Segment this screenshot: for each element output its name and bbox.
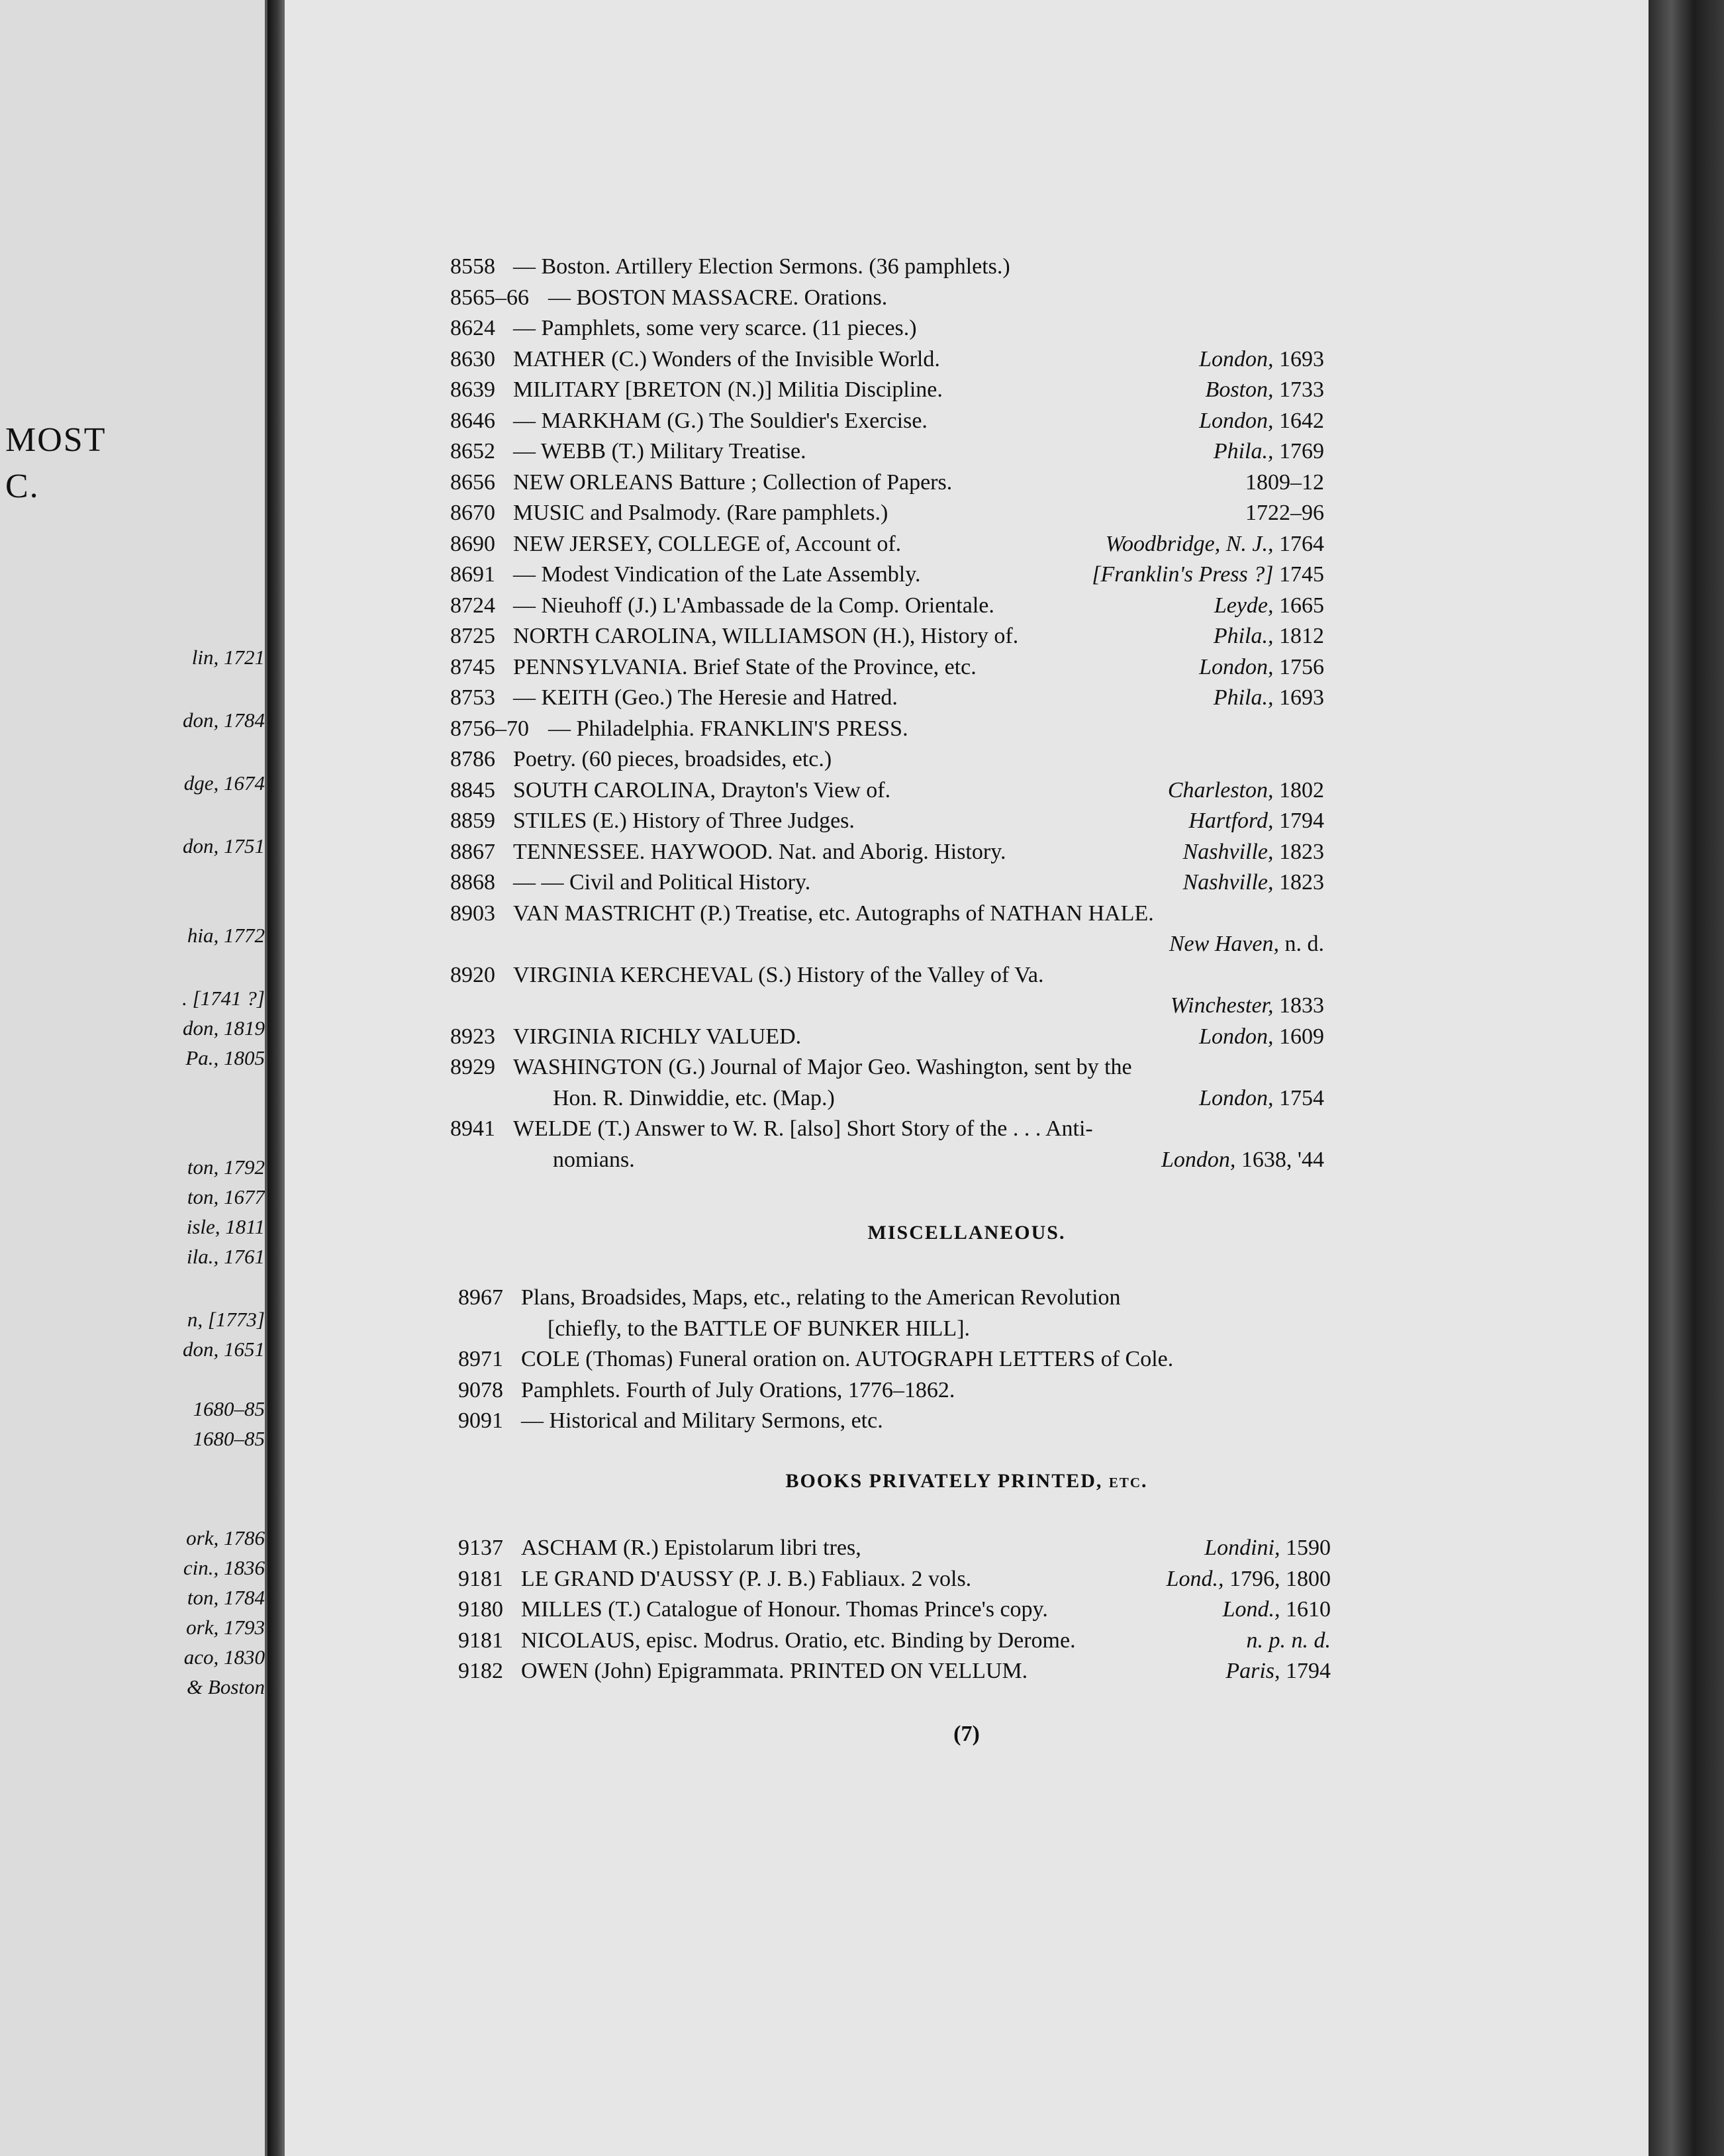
imprint (1169, 931, 1324, 957)
imprint (1092, 562, 1324, 588)
lot-number: 8967 (458, 1285, 503, 1310)
lot-number: 8691 (450, 562, 495, 587)
facing-fragment: & Boston (187, 1675, 265, 1698)
entry-title: VIRGINIA RICHLY VALUED. (513, 1024, 802, 1049)
imprint-place: Nashville, (1182, 870, 1274, 895)
imprint-year: 1764 (1273, 531, 1324, 556)
lot-number: 8923 (450, 1024, 495, 1049)
entry-title: Plans, Broadsides, Maps, etc., relating to the American Revolution (521, 1285, 1121, 1310)
imprint-place: Paris, (1225, 1659, 1280, 1683)
imprint-year: n. d. (1279, 932, 1324, 956)
imprint (1168, 777, 1324, 804)
facing-fragment: dge, 1674 (183, 771, 265, 795)
entry-title: Poetry. (60 pieces, broadsides, etc.) (513, 747, 832, 771)
book-edge (1649, 0, 1724, 2156)
imprint-place: London, (1161, 1147, 1236, 1172)
facing-fragment: isle, 1811 (186, 1215, 265, 1238)
imprint (1199, 1024, 1324, 1050)
imprint-place: Lond., (1222, 1597, 1280, 1622)
imprint-place: Boston, (1205, 377, 1274, 402)
imprint-year: 1745 (1273, 562, 1324, 587)
imprint (1214, 438, 1324, 465)
lot-number: 8724 (450, 593, 495, 618)
imprint (1183, 839, 1324, 865)
entry-title: — BOSTON MASSACRE. Orations. (548, 285, 888, 310)
imprint-place: London, (1199, 1024, 1274, 1049)
entry-title: PENNSYLVANIA. Brief State of the Province, etc. (513, 654, 977, 679)
imprint (1214, 623, 1324, 650)
imprint-year: 1823 (1273, 870, 1324, 895)
imprint-place: London, (1199, 408, 1274, 433)
imprint (1188, 808, 1324, 834)
imprint-year: 1794 (1280, 1659, 1331, 1683)
imprint-place: Nashville, (1182, 839, 1274, 864)
lot-number: 8639 (450, 377, 495, 402)
facing-fragment: n, [1773] (187, 1308, 265, 1331)
imprint (1245, 500, 1324, 526)
facing-fragment: . [1741 ?] (182, 987, 265, 1010)
lot-number: 8903 (450, 901, 495, 926)
imprint (1204, 1535, 1331, 1561)
imprint-year: 1796, 1800 (1223, 1566, 1331, 1591)
entry-title: MUSIC and Psalmody. (Rare pamphlets.) (513, 501, 888, 525)
facing-heading-1: MOST (5, 421, 107, 459)
facing-fragment: don, 1819 (183, 1016, 265, 1040)
entry-title: — KEITH (Geo.) The Heresie and Hatred. (513, 685, 898, 710)
section-heading-misc: MISCELLANEOUS. (867, 1222, 1066, 1244)
lot-number: 8753 (450, 685, 495, 710)
facing-fragment: ork, 1793 (186, 1616, 265, 1639)
entry-title: OWEN (John) Epigrammata. PRINTED ON VELLUM. (521, 1659, 1028, 1683)
imprint-place: Winchester, (1170, 993, 1274, 1018)
imprint-year: 1769 (1273, 439, 1324, 464)
imprint-year: 1833 (1273, 993, 1324, 1018)
lot-number: 8646 (450, 408, 495, 433)
lot-number: 8656 (450, 469, 495, 495)
imprint (1161, 1147, 1324, 1173)
imprint-year: 1638, '44 (1235, 1147, 1324, 1172)
lot-number: 8920 (450, 962, 495, 987)
entry-title: COLE (Thomas) Funeral oration on. AUTOGRAPH LETTERS of Cole. (521, 1347, 1174, 1371)
facing-fragment: ork, 1786 (186, 1526, 265, 1549)
imprint-place: London, (1199, 654, 1274, 679)
page-number: (7) (953, 1722, 980, 1746)
facing-fragment: ila., 1761 (187, 1245, 265, 1268)
entry-title: NEW ORLEANS Batture ; Collection of Papers. (513, 469, 953, 495)
catalogue-page (285, 0, 1649, 2156)
facing-fragment: don, 1784 (183, 709, 265, 732)
imprint-place: Hartford, (1188, 808, 1274, 833)
imprint-year: 1610 (1280, 1597, 1331, 1622)
imprint-place: Londini, (1204, 1536, 1280, 1560)
lot-number: 8652 (450, 439, 495, 464)
imprint-year: 1812 (1273, 624, 1324, 648)
facing-fragment: lin, 1721 (191, 646, 265, 669)
imprint (1199, 654, 1324, 681)
entry-title: MILITARY [BRETON (N.)] Militia Discipline. (513, 377, 943, 402)
lot-number: 8624 (450, 316, 495, 340)
lot-number: 9181 (458, 1566, 503, 1591)
imprint-place: New Haven, (1169, 932, 1279, 956)
imprint-year: 1754 (1273, 1085, 1324, 1110)
imprint (1106, 531, 1324, 558)
imprint-year: 1756 (1273, 654, 1324, 679)
lot-number: 9137 (458, 1536, 503, 1560)
imprint (1199, 1085, 1324, 1112)
entry-title: MATHER (C.) Wonders of the Invisible World. (513, 346, 940, 371)
section-heading-books: BOOKS PRIVATELY PRINTED, etc. (785, 1470, 1148, 1492)
lot-number: 9181 (458, 1628, 503, 1653)
entry-title: — Philadelphia. FRANKLIN'S PRESS. (548, 716, 908, 741)
lot-number: 8941 (450, 1116, 495, 1141)
entry-title: Hon. R. Dinwiddie, etc. (Map.) (553, 1085, 835, 1110)
entry-title: — Historical and Military Sermons, etc. (521, 1408, 883, 1433)
imprint-year: 1693 (1273, 346, 1324, 371)
imprint-place: n. p. n. d. (1246, 1628, 1331, 1653)
imprint (1206, 377, 1324, 403)
entry-title: MILLES (T.) Catalogue of Honour. Thomas Prince's copy. (521, 1597, 1048, 1622)
facing-fragment: 1680–85 (193, 1397, 265, 1420)
lot-number: 8929 (450, 1055, 495, 1079)
entry-title: NORTH CAROLINA, WILLIAMSON (H.), History of. (513, 624, 1019, 648)
entry-title: VAN MASTRICHT (P.) Treatise, etc. Autographs of NATHAN HALE. (513, 901, 1154, 926)
entry-title: TENNESSEE. HAYWOOD. Nat. and Aborig. History. (513, 839, 1006, 864)
entry-title: Pamphlets. Fourth of July Orations, 1776–1862. (521, 1377, 955, 1402)
imprint (1225, 1658, 1331, 1685)
entry-title: NEW JERSEY, COLLEGE of, Account of. (513, 531, 902, 556)
imprint-year: 1733 (1273, 377, 1324, 402)
facing-fragment: ton, 1792 (187, 1155, 265, 1179)
lot-number: 9091 (458, 1408, 503, 1433)
lot-number: 8565–66 (450, 285, 529, 310)
imprint (1171, 993, 1324, 1019)
lot-number: 8756–70 (450, 716, 529, 741)
lot-number: 8971 (458, 1347, 503, 1371)
entry-title: nomians. (553, 1147, 635, 1172)
lot-number: 8690 (450, 531, 495, 556)
lot-number: 8725 (450, 624, 495, 648)
entry-title: WASHINGTON (G.) Journal of Major Geo. Washington, sent by the (513, 1055, 1132, 1079)
imprint-place: Phila., (1213, 439, 1274, 464)
imprint-place: Phila., (1213, 624, 1274, 648)
facing-fragment: ton, 1677 (187, 1185, 265, 1208)
imprint-year: 1590 (1280, 1536, 1331, 1560)
imprint-year: 1642 (1273, 408, 1324, 433)
entry-title: — Boston. Artillery Election Sermons. (36 pamphlets.) (513, 254, 1010, 279)
imprint-place: [Franklin's Press ?] (1092, 562, 1274, 587)
imprint-year: 1823 (1273, 839, 1324, 864)
imprint (1167, 1566, 1331, 1592)
entry-title: — Nieuhoff (J.) L'Ambassade de la Comp. Orientale. (513, 593, 994, 618)
entry-title: WELDE (T.) Answer to W. R. [also] Short Story of the . . . Anti- (513, 1116, 1093, 1141)
imprint-year: 1609 (1273, 1024, 1324, 1049)
imprint-place: London, (1199, 1085, 1274, 1110)
lot-number: 8745 (450, 654, 495, 679)
imprint (1247, 1628, 1331, 1654)
imprint (1245, 469, 1324, 496)
lot-number: 8558 (450, 254, 495, 279)
facing-fragment: Pa., 1805 (185, 1046, 265, 1069)
facing-fragment: cin., 1836 (183, 1556, 265, 1579)
entry-title: ASCHAM (R.) Epistolarum libri tres, (521, 1536, 861, 1560)
lot-number: 8845 (450, 777, 495, 803)
facing-fragment: ton, 1784 (187, 1586, 265, 1609)
facing-heading-2: C. (5, 467, 40, 505)
entry-title: — MARKHAM (G.) The Souldier's Exercise. (513, 408, 928, 433)
imprint-place: Woodbridge, N. J., (1105, 531, 1274, 556)
imprint (1183, 869, 1324, 896)
imprint-place: London, (1199, 346, 1274, 371)
imprint (1214, 685, 1324, 711)
entry-title: — — Civil and Political History. (513, 870, 811, 895)
facing-fragment: hia, 1772 (187, 924, 265, 947)
facing-fragment: don, 1651 (183, 1338, 265, 1361)
imprint-year: 1722–96 (1245, 501, 1324, 525)
imprint-place: Leyde, (1214, 593, 1274, 618)
imprint-year: 1802 (1273, 777, 1324, 803)
entry-title: STILES (E.) History of Three Judges. (513, 808, 855, 833)
imprint-place: Lond., (1166, 1566, 1224, 1591)
facing-fragment: don, 1751 (183, 834, 265, 858)
lot-number: 8867 (450, 839, 495, 864)
entry-title: LE GRAND D'AUSSY (P. J. B.) Fabliaux. 2 vols. (521, 1566, 972, 1591)
imprint-year: 1665 (1273, 593, 1324, 618)
lot-number: 8670 (450, 501, 495, 525)
imprint-place: Charleston, (1167, 777, 1274, 803)
imprint (1199, 346, 1324, 373)
entry-title: [chiefly, to the BATTLE OF BUNKER HILL]. (548, 1316, 971, 1341)
lot-number: 8630 (450, 346, 495, 371)
entry-title: — Modest Vindication of the Late Assembly. (513, 562, 921, 587)
lot-number: 8786 (450, 747, 495, 771)
entry-title: — WEBB (T.) Military Treatise. (513, 439, 806, 464)
imprint-year: 1809–12 (1245, 469, 1324, 495)
imprint-year: 1794 (1273, 808, 1324, 833)
lot-number: 9078 (458, 1377, 503, 1402)
imprint (1199, 408, 1324, 434)
lot-number: 8868 (450, 870, 495, 895)
entry-title: NICOLAUS, episc. Modrus. Oratio, etc. Binding by Derome. (521, 1628, 1076, 1653)
facing-fragment: 1680–85 (193, 1427, 265, 1450)
facing-fragment: aco, 1830 (183, 1645, 265, 1669)
lot-number: 9180 (458, 1597, 503, 1622)
lot-number: 9182 (458, 1659, 503, 1683)
imprint-place: Phila., (1213, 685, 1274, 710)
entry-title: SOUTH CAROLINA, Drayton's View of. (513, 777, 891, 803)
imprint (1214, 593, 1324, 619)
entry-title: — Pamphlets, some very scarce. (11 pieces.) (513, 316, 917, 340)
facing-page (0, 0, 267, 2156)
imprint-year: 1693 (1273, 685, 1324, 710)
imprint (1223, 1596, 1331, 1623)
lot-number: 8859 (450, 808, 495, 833)
entry-title: VIRGINIA KERCHEVAL (S.) History of the Valley of Va. (513, 962, 1044, 987)
